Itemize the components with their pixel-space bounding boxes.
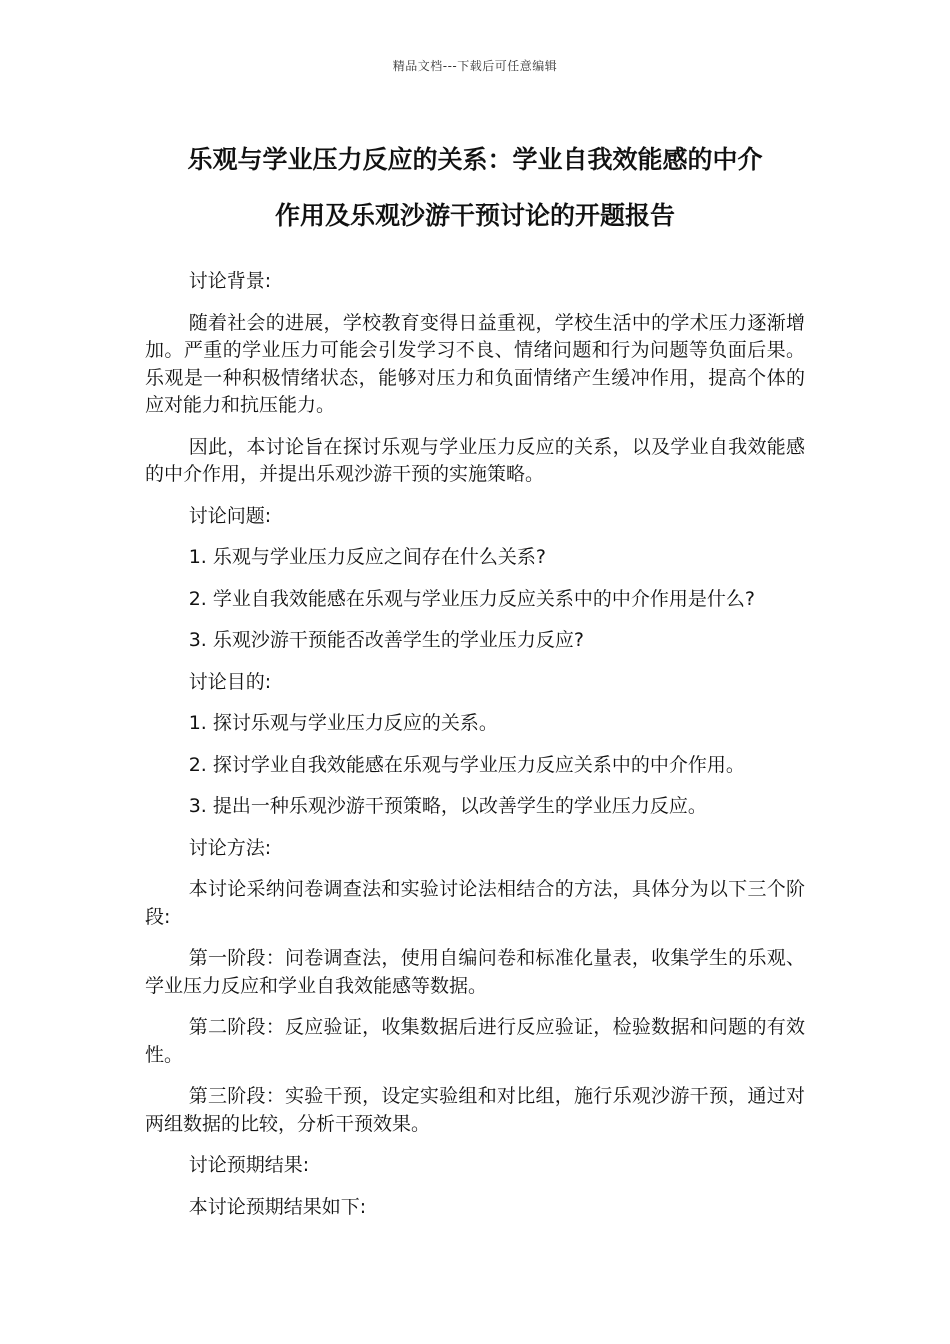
section-heading-objectives: 讨论目的: <box>188 670 272 693</box>
objective-item-1: 1. 探讨乐观与学业压力反应的关系。 <box>188 712 498 734</box>
paragraph-methods-intro: 本讨论采纳问卷调查法和实验讨论法相结合的方法，具体分为以下三个阶段: <box>145 878 805 928</box>
paragraph-purpose: 因此，本讨论旨在探讨乐观与学业压力反应的关系，以及学业自我效能感的中介作用，并提出乐观沙游干预的实施策略。 <box>145 435 805 485</box>
section-heading-background: 讨论背景: <box>188 270 272 292</box>
paragraph-background: 随着社会的进展，学校教育变得日益重视，学校生活中的学术压力逐渐增加。严重的学业压力可能会引发学习不良、情绪问题和行为问题等负面后果。乐观是一种积极情绪状态，能够对压力和负面情绪产生缓冲作用，提高个体的应对能力和抗压能力。 <box>145 311 805 416</box>
paragraph-stage-2: 第二阶段：反应验证，收集数据后进行反应验证，检验数据和问题的有效性。 <box>145 1016 805 1066</box>
title-line-1: 乐观与学业压力反应的关系：学业自我效能感的中介 <box>187 145 763 174</box>
paragraph-stage-1: 第一阶段：问卷调查法，使用自编问卷和标准化量表，收集学生的乐观、学业压力反应和学业自我效能感等数据。 <box>145 947 805 997</box>
paragraph-expected-results: 本讨论预期结果如下: <box>188 1195 367 1218</box>
section-heading-questions: 讨论问题: <box>188 504 272 527</box>
question-item-3: 3. 乐观沙游干预能否改善学生的学业压力反应? <box>188 629 584 651</box>
title-line-2: 作用及乐观沙游干预讨论的开题报告 <box>274 201 675 230</box>
document-title <box>120 132 830 244</box>
objective-item-2: 2. 探讨学业自我效能感在乐观与学业压力反应关系中的中介作用。 <box>188 753 745 776</box>
section-heading-expected-results: 讨论预期结果: <box>188 1154 310 1176</box>
paragraph-stage-3: 第三阶段：实验干预，设定实验组和对比组，施行乐观沙游干预，通过对两组数据的比较，分析干预效果。 <box>145 1085 805 1135</box>
objective-item-3: 3. 提出一种乐观沙游干预策略，以改善学生的学业压力反应。 <box>188 795 707 817</box>
question-item-2: 2. 学业自我效能感在乐观与学业压力反应关系中的中介作用是什么? <box>188 587 755 610</box>
question-item-1: 1. 乐观与学业压力反应之间存在什么关系? <box>188 546 546 568</box>
document-body <box>145 268 805 1235</box>
header-note: 精品文档---下载后可任意编辑 <box>392 59 558 73</box>
section-heading-methods: 讨论方法: <box>188 836 272 859</box>
